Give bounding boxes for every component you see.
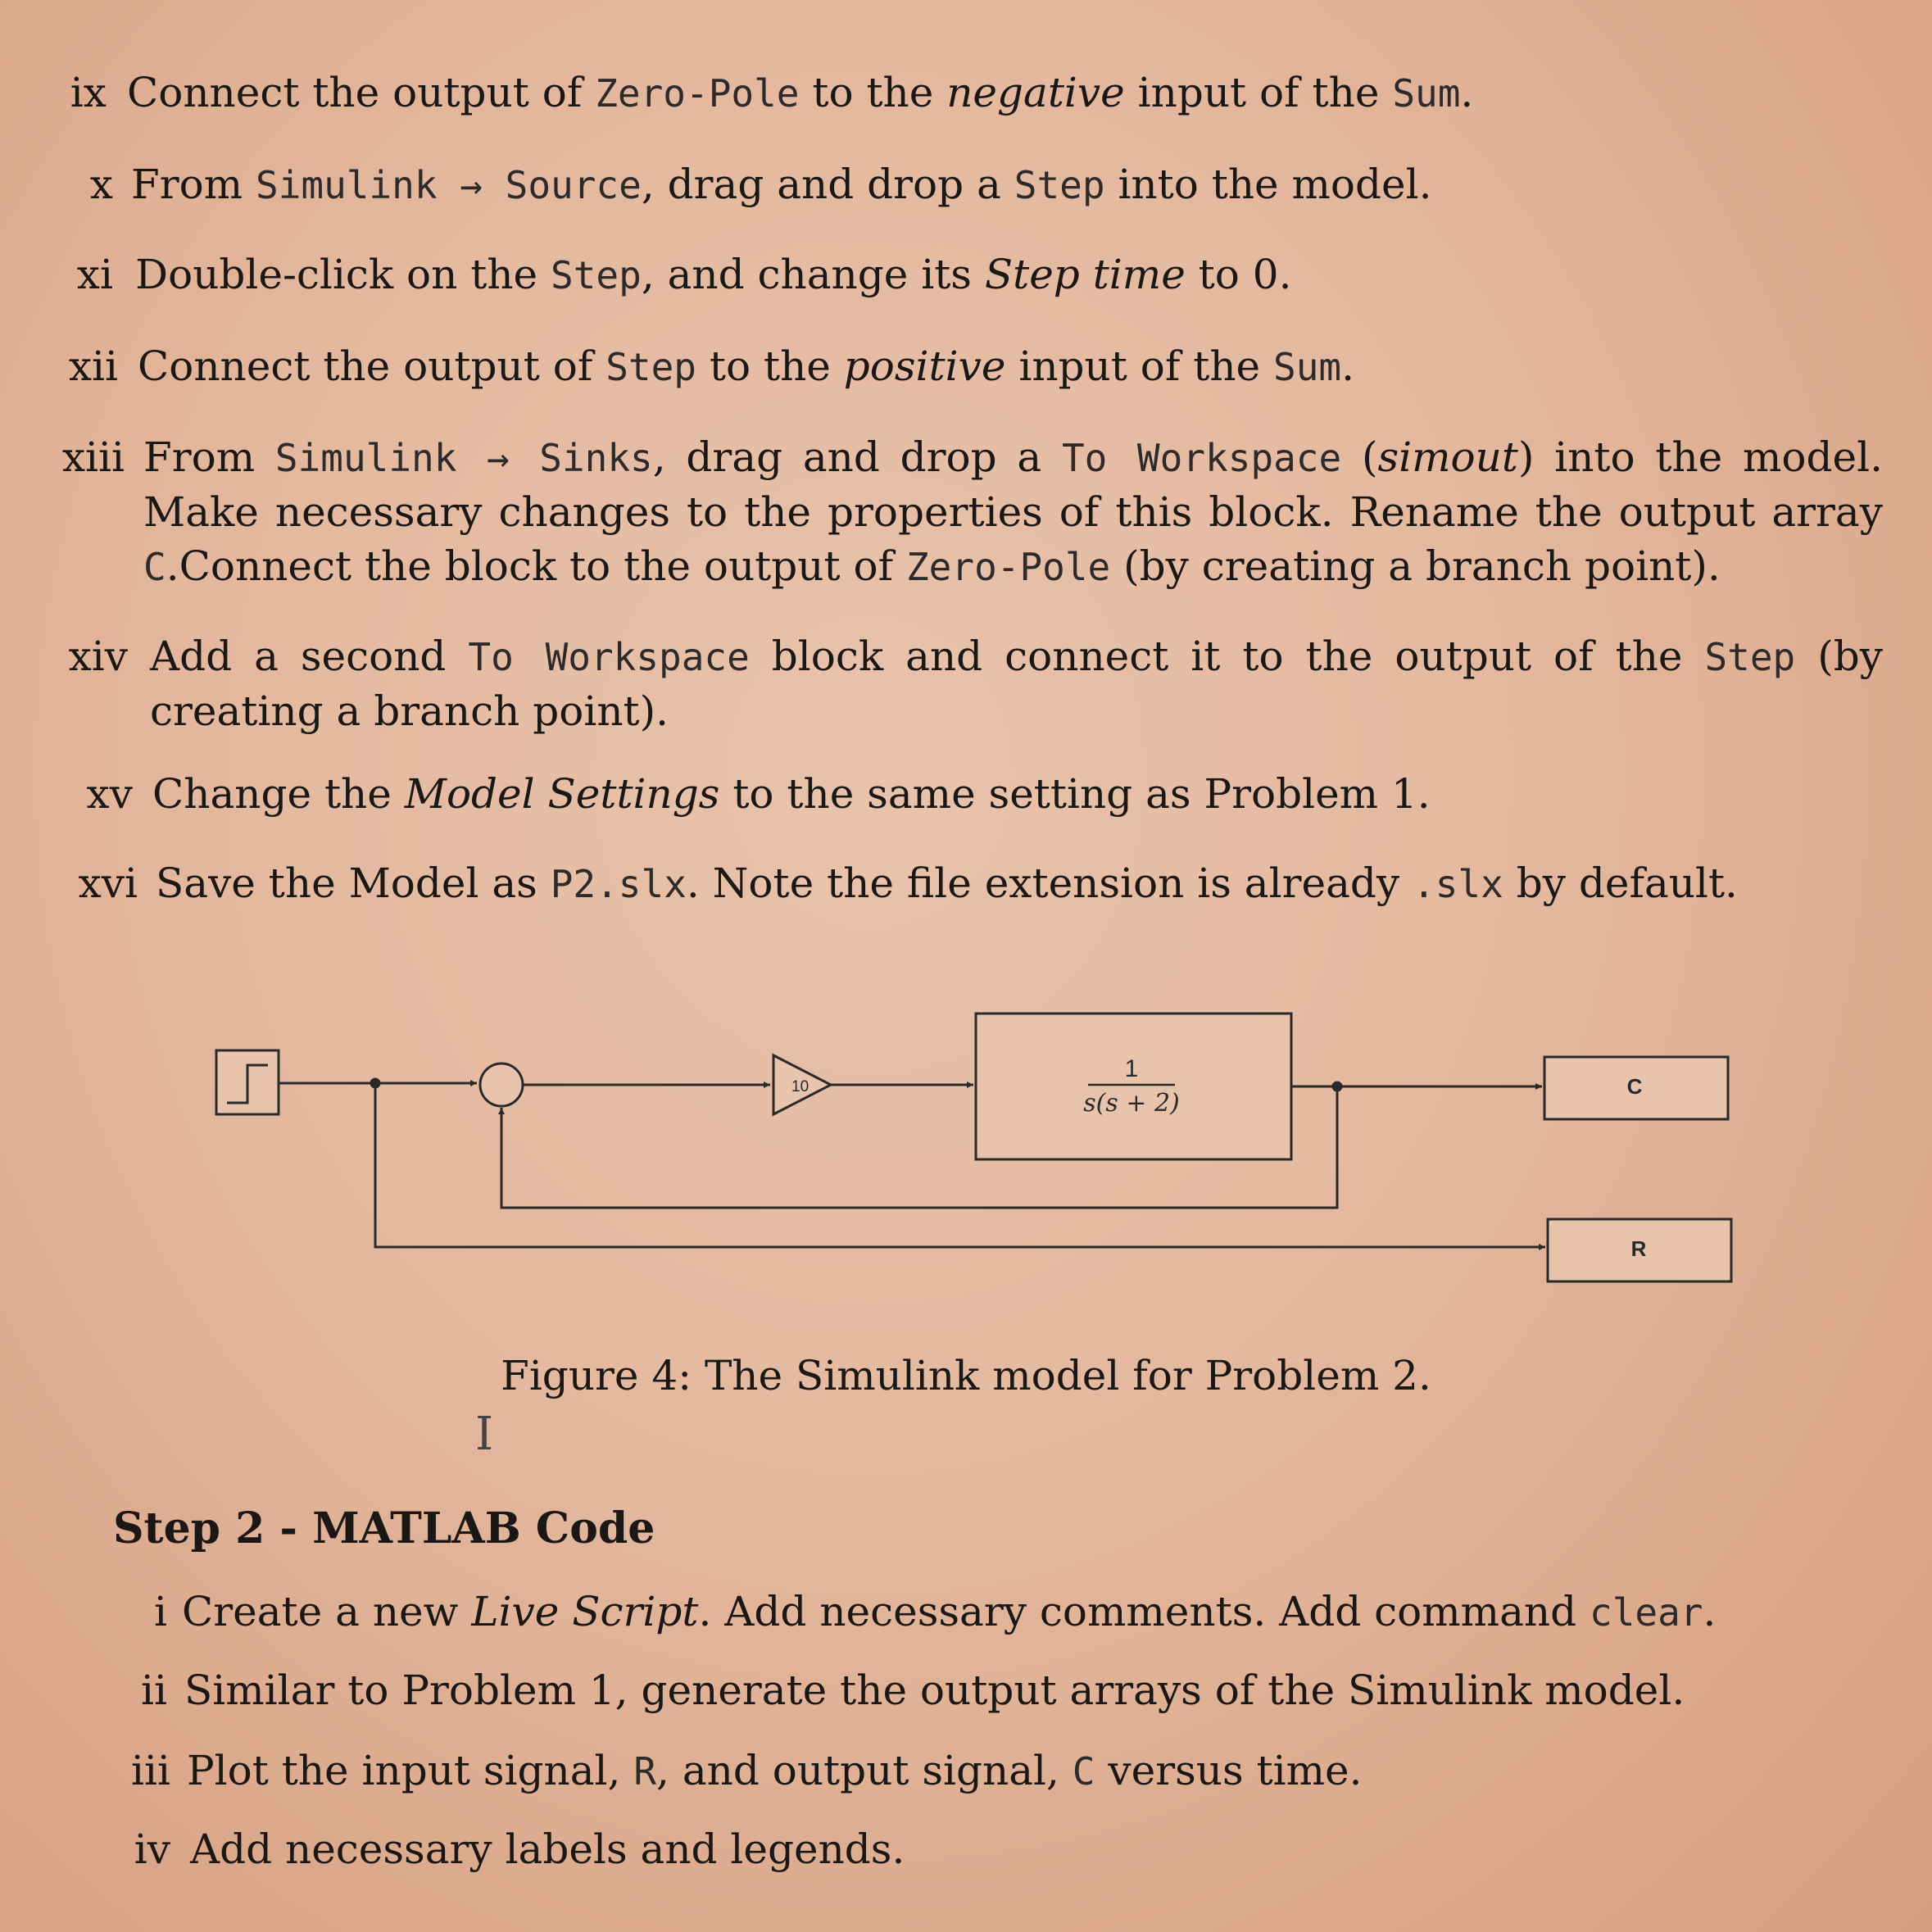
step-number: xv — [86, 770, 133, 818]
text-run: Save the Model as — [156, 859, 551, 907]
step-text — [190, 1822, 1883, 1876]
inline-code: Zero-Pole — [595, 71, 800, 116]
text-run: block and connect it to the output of the — [749, 633, 1705, 680]
text-run: . — [1341, 342, 1355, 390]
step-text — [187, 1744, 1883, 1798]
step-text — [182, 1585, 1883, 1639]
text-run: , drag and drop a — [641, 161, 1014, 208]
inline-code: Simulink → Source — [256, 163, 642, 207]
emphasis-text: Live Script — [471, 1588, 699, 1635]
text-cursor-icon: I — [475, 1408, 494, 1461]
inline-code: Sum — [1392, 71, 1461, 116]
step-number: iii — [131, 1747, 170, 1794]
inline-code: Step — [551, 253, 642, 297]
inline-code: C — [143, 545, 166, 589]
sum-block[interactable] — [480, 1064, 523, 1106]
tf-denominator: s(s + 2) — [1083, 1089, 1180, 1118]
inline-code: To Workspace — [1061, 436, 1342, 480]
text-run: Change the — [152, 770, 405, 818]
text-run: Double-click on the — [135, 251, 551, 298]
text-run: . Add necessary comments. Add command — [698, 1588, 1590, 1635]
inline-code: clear — [1590, 1590, 1703, 1635]
step-number: ix — [70, 69, 107, 116]
text-run: to the — [799, 69, 947, 116]
text-run: (by creating a branch point). — [1110, 542, 1721, 590]
text-run: Add a second — [150, 633, 469, 680]
inline-code: Zero-Pole — [905, 545, 1111, 589]
inline-code: Step — [1014, 163, 1105, 207]
text-run: , drag and drop a — [652, 433, 1062, 481]
step-number: xii — [68, 342, 118, 390]
step-number: iv — [134, 1825, 170, 1873]
emphasis-text: positive — [843, 342, 1006, 390]
text-run: ) into the model. Make necessary changes to the properties of this block. Rename the output array — [143, 433, 1883, 536]
step-number: xiv — [68, 633, 128, 680]
inline-code: Sum — [1273, 345, 1342, 389]
text-run: (by creating a branch point). — [150, 633, 1883, 735]
text-run: ( — [1341, 433, 1378, 481]
text-run: to 0. — [1185, 251, 1292, 298]
sink-r-label: R — [1630, 1236, 1647, 1261]
step-number: xvi — [78, 859, 138, 907]
emphasis-text: negative — [946, 69, 1125, 116]
text-run: , and change its — [641, 251, 985, 298]
text-run: Similar to Problem 1, generate the output arrays of the Simulink model. — [184, 1667, 1685, 1714]
step-number: xi — [76, 251, 113, 298]
emphasis-text: simout — [1377, 433, 1518, 481]
step-number: i — [154, 1588, 167, 1635]
inline-code: P2.slx — [550, 862, 687, 906]
text-run: Connect the output of — [138, 342, 606, 390]
text-run: Plot the input signal, — [187, 1747, 634, 1794]
text-run: input of the — [1005, 342, 1274, 390]
tf-numerator: 1 — [1124, 1055, 1139, 1082]
text-run: versus time. — [1095, 1747, 1363, 1794]
text-run: From — [131, 161, 256, 208]
step-number: xiii — [61, 433, 125, 481]
matlab-step-i — [0, 1585, 1932, 1639]
inline-code: Simulink → Sinks — [274, 436, 653, 480]
inline-code: Step — [605, 345, 696, 389]
figure-caption: Figure 4: The Simulink model for Problem 2. — [501, 1352, 1431, 1399]
text-run: . — [1703, 1588, 1717, 1635]
sink-c-label: C — [1626, 1074, 1643, 1099]
gain-value: 10 — [791, 1078, 810, 1095]
inline-code: .slx — [1413, 862, 1503, 906]
inline-code: Step — [1704, 635, 1796, 679]
emphasis-text: Model Settings — [404, 770, 720, 818]
inline-code: To Workspace — [468, 635, 750, 679]
text-run: . Note the file extension is already — [686, 859, 1413, 907]
text-run: Create a new — [182, 1588, 472, 1635]
text-run: to the — [696, 342, 844, 390]
text-run: , and output signal, — [656, 1747, 1073, 1794]
inline-code: R — [633, 1749, 657, 1794]
matlab-step-ii — [0, 1663, 1932, 1717]
text-run: into the model. — [1104, 161, 1432, 208]
step-number: x — [89, 161, 113, 208]
text-run: by default. — [1503, 859, 1738, 907]
text-run: Add necessary labels and legends. — [190, 1825, 905, 1873]
text-run: From — [143, 433, 275, 481]
emphasis-text: Step time — [984, 251, 1186, 298]
step-number: ii — [141, 1667, 167, 1714]
section-heading: Step 2 - MATLAB Code — [113, 1503, 655, 1553]
text-run: Connect the output of — [127, 69, 596, 116]
text-run: . — [1460, 69, 1474, 116]
text-run: .Connect the block to the output of — [166, 542, 906, 590]
text-run: to the same setting as Problem 1. — [719, 770, 1431, 818]
step-text — [184, 1663, 1883, 1717]
inline-code: C — [1072, 1749, 1095, 1794]
text-run: input of the — [1124, 69, 1393, 116]
wire-step-to-r — [375, 1083, 1545, 1247]
matlab-step-iii — [0, 1744, 1932, 1798]
matlab-step-iv — [0, 1822, 1932, 1876]
zero-pole-block[interactable] — [976, 1014, 1291, 1159]
